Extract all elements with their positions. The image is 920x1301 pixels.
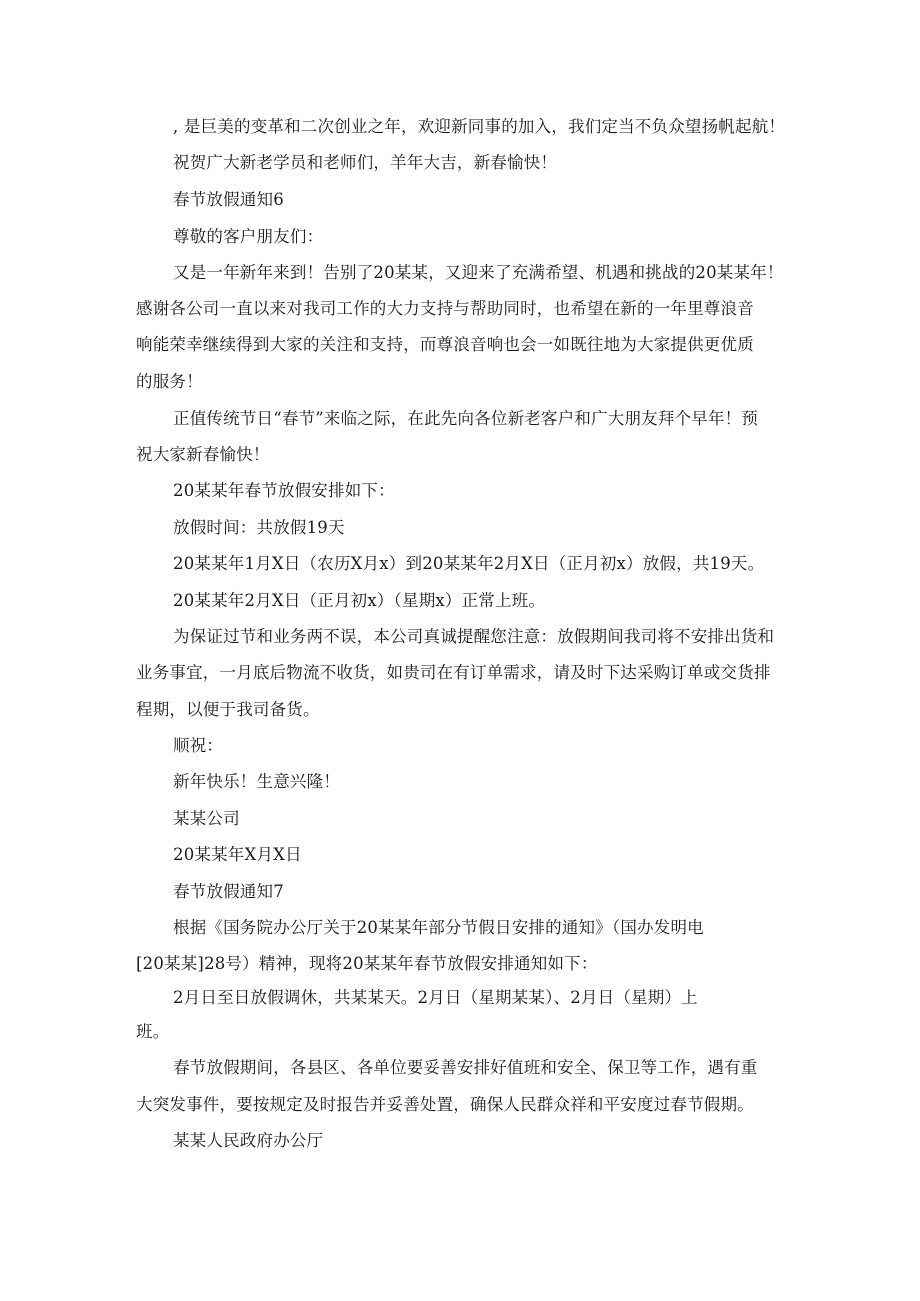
paragraph-line: 2月日至日放假调休，共某某天。2月日（星期某某）、2月日（星期）上 (173, 988, 698, 1007)
paragraph-line: , 是巨美的变革和二次创业之年，欢迎新同事的加入，我们定当不负众望扬帆起航！ (173, 117, 786, 136)
paragraph-line: 祝贺广大新老学员和老师们，羊年大吉，新春愉快！ (173, 153, 558, 172)
paragraph-line: 程期，以便于我司备货。 (136, 700, 320, 719)
paragraph-line: 业务事宜，一月底后物流不收货，如贵司在有订单需求，请及时下达采购订单或交货排 (136, 663, 771, 682)
paragraph-line: 的服务！ (136, 372, 203, 391)
paragraph-line: 根据《国务院办公厅关于20某某年部分节假日安排的通知》（国办发明电 (173, 918, 704, 937)
paragraph-line: 20某某年春节放假安排如下： (173, 481, 395, 500)
signature-office: 某某人民政府办公厅 (173, 1131, 324, 1150)
paragraph-line: 响能荣幸继续得到大家的关注和支持，而尊浪音响也会一如既往地为大家提供更优质 (136, 335, 754, 354)
signature-date: 20某某年X月X日 (173, 845, 302, 864)
paragraph-line: 20某某年2月X日（正月初x）（星期x）正常上班。 (173, 591, 546, 610)
paragraph-line: 为保证过节和业务两不误，本公司真诚提醒您注意：放假期间我司将不安排出货和 (173, 627, 775, 646)
paragraph-line: 正值传统节日“春节”来临之际，在此先向各位新老客户和广大朋友拜个早年！预 (173, 409, 759, 428)
paragraph-line: 大突发事件，要按规定及时报告并妥善处置，确保人民群众祥和平安度过春节假期。 (136, 1095, 754, 1114)
paragraph-line: 春节放假期间，各县区、各单位要妥善安排好值班和安全、保卫等工作，遇有重 (173, 1058, 758, 1077)
paragraph-line: 班。 (136, 1022, 170, 1041)
paragraph-line: 感谢各公司一直以来对我司工作的大力支持与帮助同时，也希望在新的一年里尊浪音 (136, 299, 754, 318)
paragraph-line: 祝大家新春愉快！ (136, 445, 270, 464)
section-heading: 春节放假通知7 (173, 882, 284, 901)
salutation: 尊敬的客户朋友们： (173, 227, 324, 246)
closing-line: 新年快乐！生意兴隆！ (173, 772, 340, 791)
paragraph-line: [20某某]28号）精神，现将20某某年春节放假安排通知如下： (136, 954, 598, 973)
section-heading: 春节放假通知6 (173, 190, 284, 209)
closing-line: 顺祝： (173, 736, 224, 755)
signature-company: 某某公司 (173, 809, 240, 828)
paragraph-line: 20某某年1月X日（农历X月x）到20某某年2月X日（正月初x）放假，共19天。 (173, 554, 765, 573)
paragraph-line: 放假时间：共放假19天 (173, 518, 345, 537)
paragraph-line: 又是一年新年来到！告别了20某某，又迎来了充满希望、机遇和挑战的20某某年！ (173, 263, 784, 282)
